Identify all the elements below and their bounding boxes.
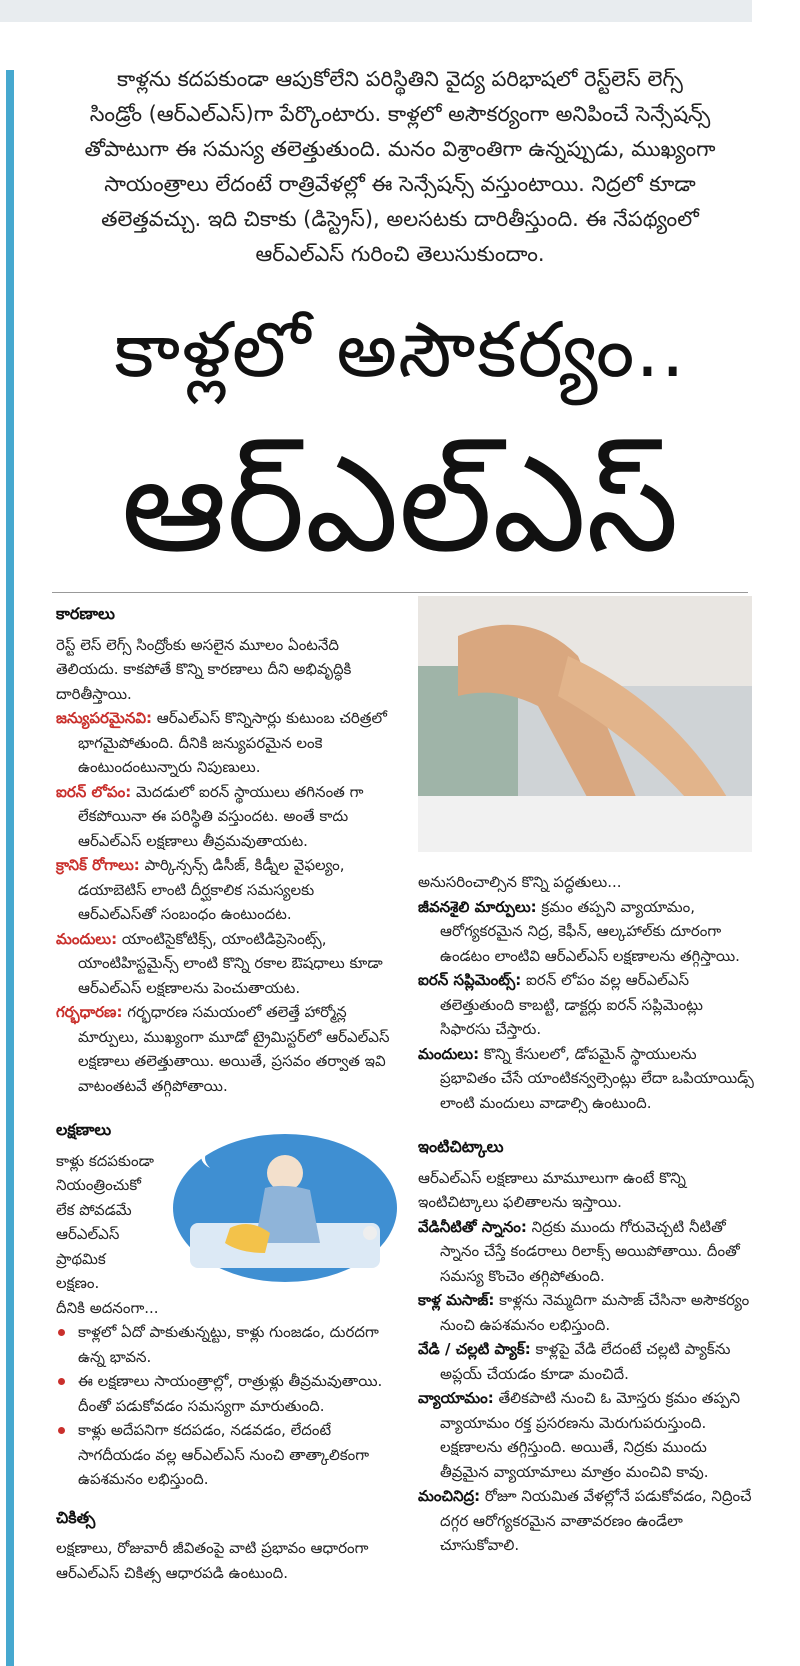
symptoms-intro-line: లక్షణం. (56, 1274, 100, 1292)
bullet-icon (58, 1378, 65, 1385)
symptoms-intro-line: ఆర్‌ఎల్‌ఎస్ (56, 1225, 120, 1243)
remedy-text: నిద్రకు ముందు గోరువెచ్చటి నీటితో స్నానం చేస్తే కండరాలు రిలాక్స్ అయిపోతాయి. దీంతో సమస్య కొంచెం తగ్గిపోతుంది. (440, 1217, 740, 1285)
symptoms-intro-line: నియంత్రించుకో (56, 1176, 141, 1194)
remedy-item (418, 1484, 754, 1558)
causes-intro: రెస్ట్ లెస్ లెగ్స్ సింద్రోంకు అసలైన మూలం ఏంటనేది తెలియదు. కాకపోతే కొన్ని కారణాలు దీని అభివృద్ధికి దారితీస్తాయి. (56, 635, 352, 703)
causes-heading: కారణాలు (56, 604, 115, 623)
method-label: ఐరన్ సప్లిమెంట్స్: (418, 971, 522, 989)
bullet-icon (58, 1329, 65, 1336)
cause-text: పార్కిన్సన్స్ డిసీజ్, కిడ్నీల వైఫల్యం, డయాబెటిస్ లాంటి దీర్ఘకాలిక సమస్యలకు ఆర్ఎల్‌ఎస్‌తో సంబంధం ఉంటుందట. (78, 856, 345, 923)
symptoms-intro-line: కాళ్లు కదపకుండా (56, 1151, 154, 1170)
remedy-label: మంచినిద్ర: (418, 1487, 481, 1505)
symptoms-addition: దీనికి అదనంగా... (56, 1298, 159, 1317)
right-column (418, 870, 754, 1558)
remedy-label: వేడినీటితో స్నానం: (418, 1217, 527, 1236)
cause-label: క్రానిక్ రోగాలు: (56, 856, 140, 874)
cause-label: గర్భధారణ: (56, 1003, 123, 1021)
bullet-text: ఈ లక్షణాలు సాయంత్రాల్లో, రాత్రుళ్లు తీవ్రమవుతాయి. దీంతో పడుకోవడం సమస్యగా మారుతుంది. (78, 1372, 383, 1415)
cause-label: మందులు: (56, 929, 118, 948)
home-remedies-intro: ఆర్‌ఎల్‌ఎస్ లక్షణాలు మామూలుగా ఉంటే కొన్ని ఇంటిచిట్కాలు ఫలితాలను ఇస్తాయి. (418, 1168, 686, 1211)
remedy-item (418, 1386, 754, 1484)
treatment-text: లక్షణాలు, రోజువారీ జీవితంపై వాటి ప్రభావం ఆధారంగా ఆర్‌ఎల్‌ఎస్ చికిత్స ఆధారపడి ఉంటుంది. (56, 1539, 369, 1582)
intro-line: ఆర్‌ఎల్‌ఎస్ గురించి తెలుసుకుందాం. (255, 242, 545, 266)
list-item (56, 1320, 396, 1369)
remedy-item (418, 1215, 754, 1289)
method-label: జీవనశైలి మార్పులు: (418, 897, 537, 916)
intro-paragraph (40, 62, 760, 272)
methods-intro: అనుసరించాల్సిన కొన్ని పద్ధతులు... (418, 873, 622, 891)
remedy-label: వ్యాయామం: (418, 1389, 494, 1407)
remedy-label: వేడి / చల్లటి ప్యాక్: (418, 1340, 531, 1358)
symptoms-heading: లక్షణాలు (56, 1120, 112, 1139)
bullet-text: కాళ్లలో ఏదో పాకుతున్నట్టు, కాళ్లు గుంజడం, దురదగా ఉన్న భావన. (78, 1323, 379, 1366)
symptoms-intro-line: లేక పోవడమే (56, 1200, 132, 1219)
remedy-text: కాళ్లను నెమ్మదిగా మసాజ్ చేసినా అసౌకర్యం నుంచి ఉపశమనం లభిస్తుంది. (440, 1291, 750, 1334)
cause-item (56, 1000, 396, 1098)
method-item (418, 1042, 754, 1116)
cause-label: జన్యుపరమైనవి: (56, 709, 153, 727)
remedy-text: తేలికపాటి నుంచి ఓ మోస్తరు క్రమం తప్పని వ్యాయామం రక్త ప్రసరణను మెరుగుపరుస్తుంది. లక్షణాలను తగ్గిస్తుంది. అయితే, నిద్రకు ముందు తీవ్రమైన వ్యాయామాలు మాత్రం మంచివి కావు. (440, 1389, 741, 1481)
cause-item (56, 780, 396, 854)
left-accent-bar (6, 70, 14, 1666)
cause-label: ఐరన్ లోపం: (56, 782, 132, 801)
remedy-item (418, 1288, 754, 1337)
list-item (56, 1418, 396, 1492)
left-column (56, 602, 396, 1585)
headline-line-2: ఆర్‌ఎల్‌ఎస్ (121, 428, 679, 582)
cause-text: మెదడులో ఐరన్ స్థాయులు తగినంత గా లేకపోయినా ఈ పరిస్థితి వస్తుందట. అంతే కాదు ఆర్‌ఎల్‌ఎస్ లక్షణాలు తీవ్రమవుతాయట. (78, 782, 364, 850)
remedy-text: రోజూ నియమిత వేళల్లోనే పడుకోవడం, నిద్రించే దగ్గర ఆరోగ్యకరమైన వాతావరణం ఉండేలా చూసుకోవాలి. (440, 1487, 752, 1554)
headline-line-1: కాళ్లలో అసౌకర్యం.. (114, 305, 686, 394)
cause-text: గర్భధారణ సమయంలో తలెత్తే హార్మోన్ల మార్పులు, ముఖ్యంగా మూడో ట్రైమిస్టర్‌లో ఆర్ఎల్‌ఎస్ లక్షణాలు తలెత్తుతాయి. అయితే, ప్రసవం తర్వాత ఇవి వాటంతటవే తగ్గిపోతాయి. (78, 1003, 390, 1095)
divider (52, 592, 748, 593)
top-bar (0, 0, 752, 22)
intro-line: కాళ్లను కదపకుండా ఆపుకోలేని పరిస్థితిని వైద్య పరిభాషలో రెస్ట్‌లెస్ లెగ్స్ (117, 67, 683, 91)
sleepless-man-illustration (170, 1128, 400, 1288)
symptoms-list (56, 1320, 396, 1492)
bullet-text: కాళ్లు అదేపనిగా కదపడం, నడవడం, లేదంటే సాగదీయడం వల్ల ఆర్‌ఎల్‌ఎస్ నుంచి తాత్కాలికంగా ఉపశమనం లభిస్తుంది. (78, 1421, 370, 1488)
intro-line: తోపాటుగా ఈ సమస్య తలెత్తుతుంది. మనం విశ్రాంతిగా ఉన్నప్పుడు, ముఖ్యంగా (84, 137, 716, 161)
cause-item (56, 927, 396, 1001)
list-item (56, 1369, 396, 1418)
bullet-icon (58, 1427, 65, 1434)
cause-item (56, 706, 396, 780)
method-item (418, 968, 754, 1042)
remedy-text: కాళ్లపై వేడి లేదంటే చల్లటి ప్యాక్‌ను అప్లయ్ చేయడం కూడా మంచిదే. (440, 1340, 731, 1383)
treatment-heading: చికిత్స (56, 1507, 96, 1527)
method-text: ఐరన్ లోపం వల్ల ఆర్‌ఎల్‌ఎస్ తలెత్తుతుంది కాబట్టి, డాక్టర్లు ఐరన్ సప్లిమెంట్లు సిఫారసు చేస్తారు. (440, 971, 703, 1038)
method-text: కొన్ని కేసులలో, డోపమైన్ స్థాయులను ప్రభావితం చేసే యాంటికన్వల్సెంట్లు లేదా ఒపియాయిడ్స్ లాంటి మందులు వాడాల్సి ఉంటుంది. (440, 1044, 754, 1112)
symptoms-intro-line: ప్రాథమిక (56, 1249, 106, 1268)
remedy-label: కాళ్ల మసాజ్: (418, 1291, 495, 1309)
symptoms-intro (56, 1149, 166, 1296)
method-label: మందులు: (418, 1044, 480, 1063)
cause-text: యాంటిసైకోటిక్స్, యాంటిడిప్రెసెంట్స్, యాంటిహిస్టమైన్స్ లాంటి కొన్ని రకాల ఔషధాలు కూడా ఆర్‌ఎల్‌ఎస్ లక్షణాలను పెంచుతాయట. (78, 929, 383, 997)
method-text: క్రమం తప్పని వ్యాయామం, ఆరోగ్యకరమైన నిద్ర, కెఫీన్, ఆల్కహాల్‌కు దూరంగా ఉండటం లాంటివి ఆర్‌ఎల్‌ఎస్ లక్షణాలను తగ్గిస్తాయి. (440, 897, 740, 965)
intro-line: సిండ్రోం (ఆర్‌ఎల్‌ఎస్)గా పేర్కొంటారు. కాళ్లలో అసౌకర్యంగా అనిపించే సెన్సేషన్స్ (89, 102, 711, 126)
remedy-item (418, 1337, 754, 1386)
intro-line: తలెత్తవచ్చు. ఇది చికాకు (డిస్ట్రెస్), అలసటకు దారితీస్తుంది. ఈ నేపథ్యంలో (101, 207, 699, 231)
cause-item (56, 853, 396, 927)
intro-line: సాయంత్రాలు లేదంటే రాత్రివేళల్లో ఈ సెన్సేషన్స్ వస్తుంటాయి. నిద్రలో కూడా (104, 172, 696, 196)
method-item (418, 895, 754, 969)
cause-text: ఆర్‌ఎల్‌ఎస్ కొన్నిసార్లు కుటుంబ చరిత్రలో భాగమైపోతుంది. దీనికి జన్యుపరమైన లంకె ఉంటుందంటున్నారు నిపుణులు. (78, 709, 387, 776)
home-remedies-heading: ఇంటిచిట్కాలు (418, 1137, 504, 1156)
legs-photo (418, 596, 752, 852)
